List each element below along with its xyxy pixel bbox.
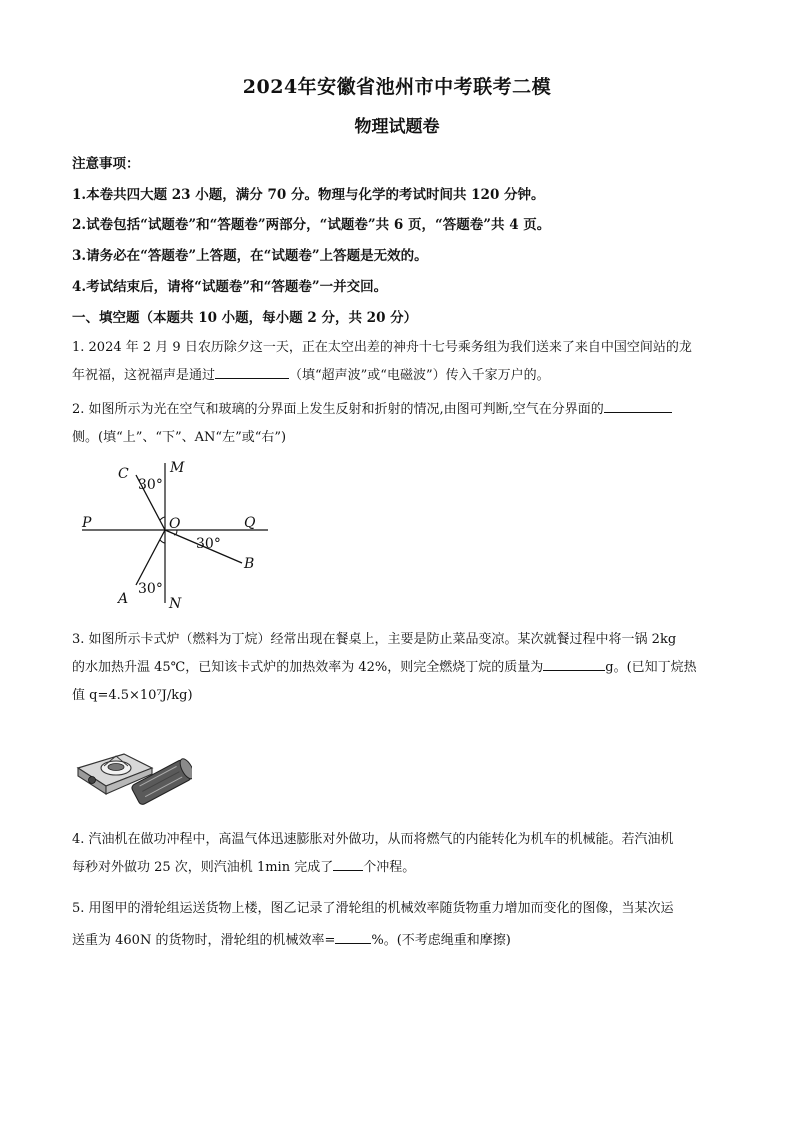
question-5-line-2 — [72, 925, 724, 957]
note-item-4: 4.考试结束后，请将“试题卷”和“答题卷”一并交回。 — [72, 279, 388, 295]
question-3-text-a: 的水加热升温 45℃，已知该卡式炉的加热效率为 42%，则完全燃烧丁烷的质量为 — [72, 660, 544, 675]
page-title: 2024年安徽省池州市中考联考二模 — [242, 76, 552, 98]
answer-blank-5[interactable] — [335, 929, 371, 944]
notes-label: 注意事项： — [72, 156, 140, 172]
question-4-line-1: 4. 汽油机在做功冲程中，高温气体迅速膨胀对外做功，从而将燃气的内能转化为机车的机械能。若汽油机 — [72, 832, 674, 847]
question-3-line-2 — [72, 654, 724, 682]
note-item-2: 2.试卷包括“试题卷”和“答题卷”两部分，“试题卷”共 6 页，“答题卷”共 4 页。 — [72, 217, 551, 233]
label-o: O — [169, 516, 181, 532]
label-angle-top: 30° — [138, 477, 163, 493]
light-refraction-diagram — [76, 455, 276, 615]
label-angle-bottom: 30° — [138, 581, 163, 597]
label-b: B — [244, 556, 255, 572]
answer-blank-3[interactable] — [543, 656, 605, 671]
question-3 — [72, 626, 724, 710]
question-3-text-b: g。(已知丁烷热 — [605, 660, 697, 675]
question-2-text-a: 2. 如图所示为光在空气和玻璃的分界面上发生反射和折射的情况,由图可判断,空气在分界面的 — [72, 402, 604, 417]
question-2 — [72, 396, 724, 452]
label-n: N — [169, 596, 182, 612]
question-2-line-1 — [72, 396, 724, 424]
answer-blank-1[interactable] — [215, 364, 289, 379]
cassette-stove-image — [74, 736, 192, 808]
question-4-text-a: 每秒对外做功 25 次，则汽油机 1min 完成了 — [72, 860, 334, 875]
label-c: C — [118, 466, 129, 482]
question-4-line-2 — [72, 854, 724, 882]
question-5 — [72, 893, 724, 957]
note-item-1: 1.本卷共四大题 23 小题，满分 70 分。物理与化学的考试时间共 120 分钟。 — [72, 187, 545, 203]
label-p: P — [82, 515, 92, 531]
question-5-line-1: 5. 用图甲的滑轮组运送货物上楼，图乙记录了滑轮组的机械效率随货物重力增加而变化的图像，当某次运 — [72, 901, 674, 916]
question-1-line-2 — [72, 362, 724, 390]
angle-arc-bottom — [160, 540, 165, 543]
ray-ao — [136, 530, 165, 585]
section-heading-fill-in: 一、填空题（本题共 10 小题，每小题 2 分，共 20 分） — [72, 310, 418, 326]
question-1-line-1: 1. 2024 年 2 月 9 日农历除夕这一天，正在太空出差的神舟十七号乘务组为我们送来了来自中国空间站的龙 — [72, 340, 692, 355]
question-1-text-a: 年祝福，这祝福声是通过 — [72, 368, 216, 383]
question-3-line-1: 3. 如图所示卡式炉（燃料为丁烷）经常出现在餐桌上，主要是防止菜品变凉。某次就餐过程中将一锅 2kg — [72, 632, 677, 647]
question-5-text-b: %。(不考虑绳重和摩擦) — [371, 933, 511, 948]
label-q: Q — [244, 515, 256, 531]
label-angle-right: 30° — [196, 536, 221, 552]
question-4-text-b: 个冲程。 — [363, 860, 416, 875]
question-3-line-3: 值 q=4.5×10⁷J/kg) — [72, 688, 193, 703]
answer-blank-4[interactable] — [333, 856, 363, 871]
label-m: M — [170, 460, 185, 476]
note-item-3: 3.请务必在“答题卷”上答题，在“试题卷”上答题是无效的。 — [72, 248, 428, 264]
label-a: A — [118, 591, 129, 607]
question-1 — [72, 334, 724, 390]
question-5-text-a: 送重为 460N 的货物时，滑轮组的机械效率= — [72, 933, 336, 948]
answer-blank-2[interactable] — [604, 398, 672, 413]
question-2-line-2: 侧。(填“上”、“下”、AN“左”或“右”) — [72, 430, 287, 445]
question-1-text-b: （填“超声波”或“电磁波”）传入千家万户的。 — [289, 368, 550, 383]
angle-arc-top — [160, 517, 165, 520]
page-subtitle: 物理试题卷 — [354, 117, 440, 137]
question-4 — [72, 826, 724, 882]
